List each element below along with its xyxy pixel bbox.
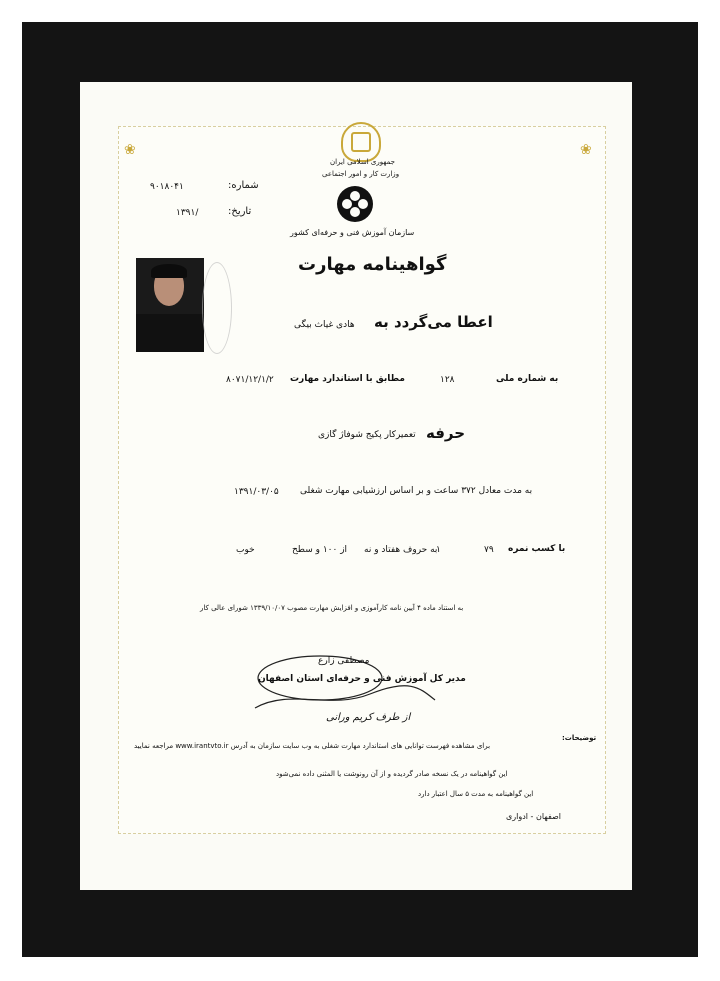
out-of-text: از ۱۰۰ و سطح — [292, 545, 348, 555]
regulation-text: به استناد ماده ۴ آیین نامه کارآموزی و افزایش مهارت مصوب ۱۳۳۹/۱۰/۰۷ شورای عالی کار — [200, 604, 464, 612]
score-label: با کسب نمره — [508, 544, 566, 554]
standard-code: ۸۰۷۱/۱۲/۱/۲ — [226, 375, 274, 385]
trade-value: تعمیرکار پکیج شوفاژ گازی — [318, 430, 416, 440]
national-id-label: به شماره ملی — [496, 374, 559, 384]
signer-title: مدیر کل آموزش فنی و حرفه‌ای استان اصفهان — [258, 674, 466, 684]
exam-date: ۱۳۹۱/۰۳/۰۵ — [234, 487, 279, 497]
note-3: این گواهینامه به مدت ۵ سال اعتبار دارد — [418, 790, 534, 798]
signer-name: مصطفی زارع — [318, 656, 370, 666]
seal-stamp-icon — [202, 262, 232, 354]
corner-ornament-icon: ❀ — [124, 142, 136, 158]
signature-text: از طرف کریم ورانی — [326, 712, 411, 723]
awarded-label: اعطا می‌گردد به — [374, 313, 493, 331]
national-id-value: ۱۲۸ — [440, 375, 455, 385]
score-digit: ۱ — [436, 545, 441, 555]
trade-label: حرفه — [426, 424, 466, 442]
number-label: شماره: — [228, 180, 259, 191]
standard-label: مطابق با استاندارد مهارت — [290, 374, 405, 384]
emblem-icon — [341, 122, 381, 162]
duration-text: به مدت معادل ۳۷۲ ساعت و بر اساس ارزشیابی مهارت شغلی — [300, 486, 533, 496]
ministry-text: وزارت کار و امور اجتماعی — [322, 170, 400, 178]
organization-name: سازمان آموزش فنی و حرفه‌ای کشور — [290, 228, 415, 237]
note-2: این گواهینامه در یک نسخه صادر گردیده و از آن رونوشت یا المثنی داده نمی‌شود — [276, 770, 508, 778]
recipient-name: هادی غیاث بیگی — [294, 320, 355, 330]
score-value: ۷۹ — [484, 545, 494, 555]
score-words: به حروف هفتاد و نه — [364, 545, 438, 555]
recipient-photo — [136, 258, 204, 352]
republic-text: جمهوری اسلامی ایران — [330, 158, 395, 166]
certificate-title: گواهینامه مهارت — [298, 254, 447, 275]
footer-text: اصفهان - ادواری — [506, 812, 562, 821]
corner-ornament-icon: ❀ — [580, 142, 592, 158]
number-value: ۹۰۱۸۰۴۱ — [150, 182, 184, 192]
date-value: /۱۳۹۱ — [176, 208, 199, 218]
note-1: برای مشاهده فهرست توانایی های استاندارد مهارت شغلی به وب سایت سازمان به آدرس www.irantvto.ir مراجعه نمایید — [134, 742, 491, 750]
date-label: تاریخ: — [228, 206, 252, 217]
notes-label: توضیحات: — [562, 734, 597, 742]
organization-logo-icon — [337, 186, 373, 222]
level-value: خوب — [236, 545, 255, 555]
